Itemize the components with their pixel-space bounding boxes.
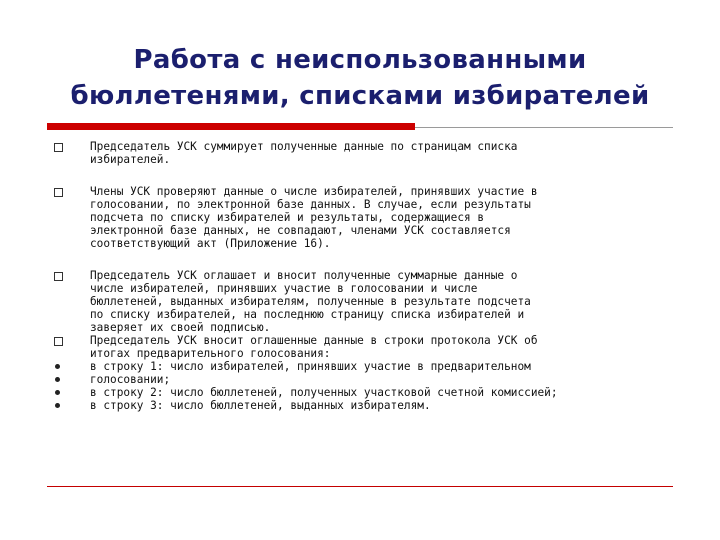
round-bullet-icon (55, 364, 60, 369)
bullet-item (50, 386, 666, 399)
bullet-item (50, 373, 666, 386)
list-item-text (90, 140, 666, 166)
list-item-line: заверяет их своей подписью. (90, 321, 271, 334)
square-bullet-icon (54, 143, 63, 152)
list-item-line: Председатель УСК вносит оглашенные данные в строки протокола УСК об (90, 334, 538, 347)
list-item-text (90, 360, 666, 373)
round-bullet-icon (55, 377, 60, 382)
list-item-line: в строку 1: число избирателей, принявших участие в предварительном (90, 360, 531, 373)
square-bullet-icon (54, 272, 63, 281)
slide-title-line-2: бюллетенями, списками избирателей (70, 81, 650, 111)
list-item-line: по списку избирателей, на последнюю страницу списка избирателей и (90, 308, 525, 321)
list-item-line: голосовании, по электронной базе данных. В случае, если результаты (90, 198, 531, 211)
list-item-line: в строку 2: число бюллетеней, полученных участковой счетной комиссией; (90, 386, 558, 399)
list-item-line: в строку 3: число бюллетеней, выданных избирателям. (90, 399, 431, 412)
list-item-text (90, 185, 666, 250)
round-bullet-icon (55, 403, 60, 408)
list-item-line: Председатель УСК суммирует полученные данные по страницам списка (90, 140, 518, 153)
title-accent-bar (47, 123, 415, 130)
square-bullet-icon (54, 188, 63, 197)
slide-content (50, 140, 666, 412)
list-item-line: подсчета по списку избирателей и результаты, содержащиеся в (90, 211, 485, 224)
list-item-text (90, 386, 666, 399)
list-item-line: Председатель УСК оглашает и вносит полученные суммарные данные о (90, 269, 518, 282)
list-item-line: итогах предварительного голосования: (90, 347, 331, 360)
list-item-text (90, 373, 666, 386)
slide-title (20, 42, 700, 114)
list-item-line: голосовании; (90, 373, 171, 386)
round-bullet-icon (55, 390, 60, 395)
list-item-line: числе избирателей, принявших участие в голосовании и числе (90, 282, 478, 295)
square-bullet-icon (54, 337, 63, 346)
list-item (50, 269, 666, 334)
list-item-text (90, 399, 666, 412)
list-item-line: Члены УСК проверяют данные о числе избирателей, принявших участие в (90, 185, 538, 198)
list-item-line: бюллетеней, выданных избирателям, полученные в результате подсчета (90, 295, 531, 308)
bullet-item (50, 360, 666, 373)
list-item (50, 334, 666, 360)
list-item-text (90, 269, 666, 334)
footer-divider-line (47, 486, 673, 487)
list-item (50, 140, 666, 166)
list-item-line: избирателей. (90, 153, 171, 166)
bullet-item (50, 399, 666, 412)
slide-title-line-1: Работа с неиспользованными (133, 45, 587, 75)
list-item-line: соответствующий акт (Приложение 16). (90, 237, 331, 250)
list-item-line: электронной базе данных, не совпадают, членами УСК составляется (90, 224, 511, 237)
list-item-text (90, 334, 666, 360)
list-item (50, 185, 666, 250)
